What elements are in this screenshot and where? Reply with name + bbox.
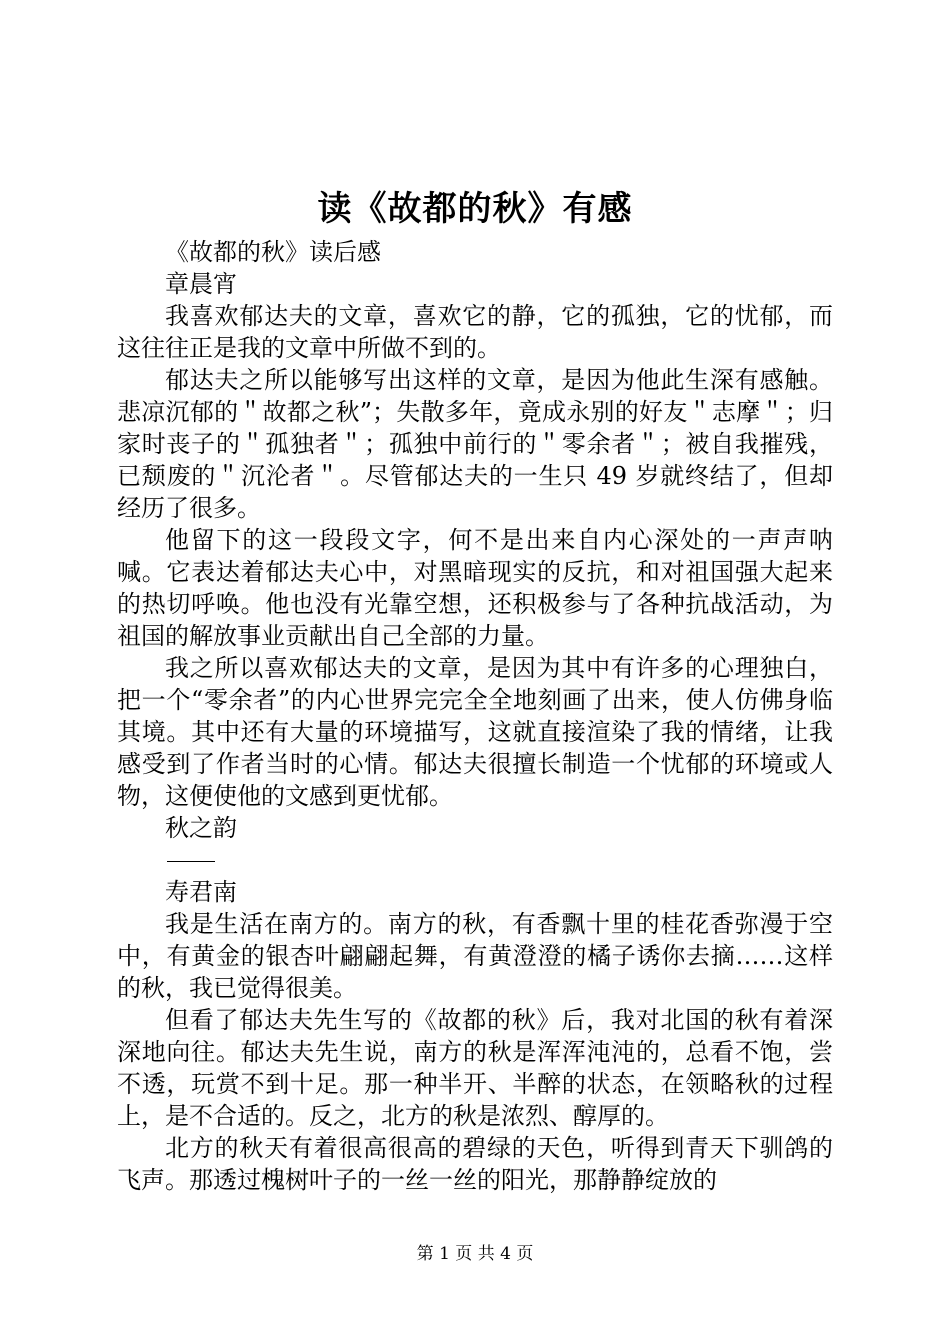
section-heading: 秋之韵 <box>165 814 237 842</box>
document-body <box>117 236 833 1196</box>
paragraph: 我是生活在南方的。南方的秋，有香飘十里的桂花香弥漫于空中，有黄金的银杏叶翩翩起舞，有黄澄澄的橘子诱你去摘……这样的秋，我已觉得很美。 <box>117 910 833 1002</box>
paragraph: 北方的秋天有着很高很高的碧绿的天色，听得到青天下驯鸽的飞声。那透过槐树叶子的一丝一丝的阳光，那静静绽放的 <box>117 1134 833 1194</box>
dash-divider <box>117 844 833 876</box>
page-title: 读《故都的秋》有感 <box>317 189 633 229</box>
author-name: 寿君南 <box>165 878 237 906</box>
author-name: 章晨宵 <box>165 270 237 298</box>
page-footer: 第 1 页 共 4 页 <box>416 1244 534 1264</box>
subtitle: 《故都的秋》读后感 <box>165 238 381 266</box>
paragraph: 我喜欢郁达夫的文章，喜欢它的静，它的孤独，它的忧郁，而这往往正是我的文章中所做不到的。 <box>117 302 833 362</box>
paragraph: 他留下的这一段段文字，何不是出来自内心深处的一声声呐喊。它表达着郁达夫心中，对黑暗现实的反抗，和对祖国强大起来的热切呼唤。他也没有光靠空想，还积极参与了各种抗战活动，为祖国的解放事业贡献出自己全部的力量。 <box>117 526 833 650</box>
paragraph: 我之所以喜欢郁达夫的文章，是因为其中有许多的心理独白，把一个“零余者”的内心世界完完全全地刻画了出来，使人仿佛身临其境。其中还有大量的环境描写，这就直接渲染了我的情绪，让我感受到了作者当时的心情。郁达夫很擅长制造一个忧郁的环境或人物，这便使他的文感到更忧郁。 <box>117 654 833 810</box>
dash-line <box>167 861 215 862</box>
paragraph: 但看了郁达夫先生写的《故都的秋》后，我对北国的秋有着深深地向往。郁达夫先生说，南方的秋是浑浑沌沌的，总看不饱，尝不透，玩赏不到十足。那一种半开、半醉的状态，在领略秋的过程上，是不合适的。反之，北方的秋是浓烈、醇厚的。 <box>117 1006 833 1130</box>
paragraph: 郁达夫之所以能够写出这样的文章，是因为他此生深有感触。悲凉沉郁的＂故都之秋”；失散多年，竟成永别的好友＂志摩＂；归家时丧子的＂孤独者＂；孤独中前行的＂零余者＂；被自我摧残，已颓废的＂沉沦者＂。尽管郁达夫的一生只 49 岁就终结了，但却经历了很多。 <box>117 366 833 522</box>
